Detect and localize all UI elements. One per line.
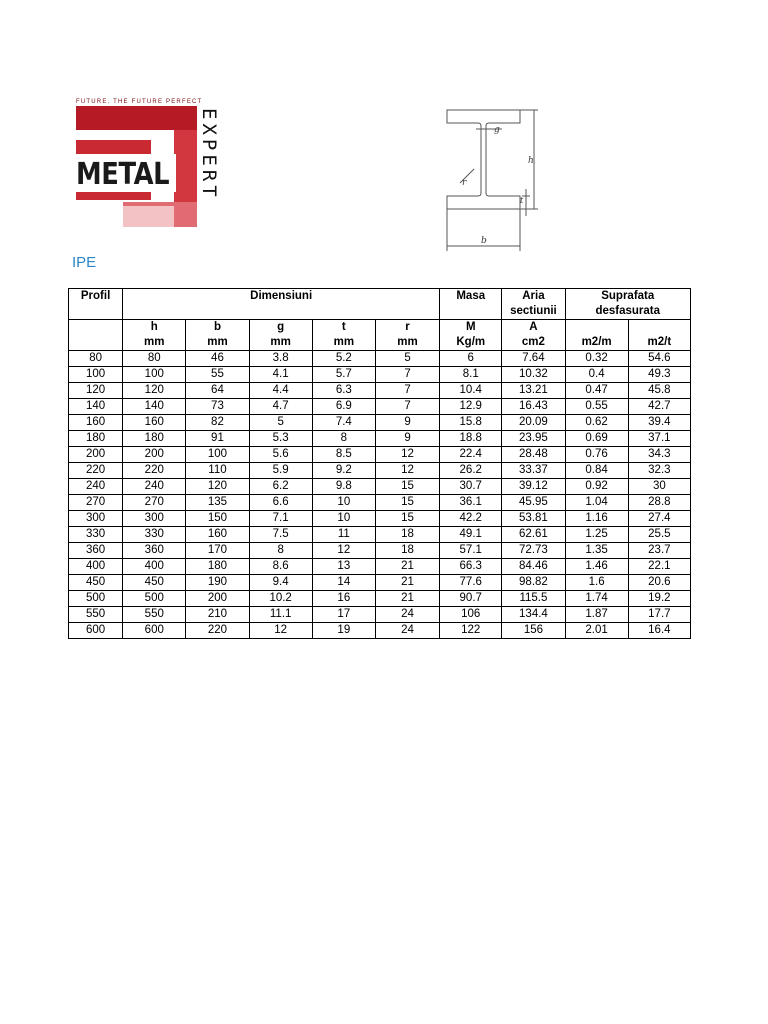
subheader-cell — [123, 320, 186, 351]
table-cell: 190 — [186, 575, 249, 591]
table-cell: 140 — [69, 399, 123, 415]
table-cell: 1.46 — [565, 559, 628, 575]
table-cell: 24 — [375, 607, 439, 623]
table-cell: 21 — [375, 559, 439, 575]
ipe-beam-diagram — [410, 105, 610, 260]
table-cell: 200 — [123, 447, 186, 463]
table-cell: 17 — [312, 607, 375, 623]
table-cell: 28.48 — [502, 447, 565, 463]
table-row — [69, 383, 691, 399]
subheader-symbol: g — [277, 321, 285, 333]
table-cell: 0.62 — [565, 415, 628, 431]
table-cell: 220 — [186, 623, 249, 639]
subheader-cell — [502, 320, 565, 351]
table-cell: 360 — [123, 543, 186, 559]
subheader-unit: m2/m — [581, 336, 612, 348]
section-title: IPE — [72, 254, 97, 271]
table-cell: 8 — [312, 431, 375, 447]
header-profil: Profil — [69, 289, 123, 320]
subheader-symbol: t — [341, 321, 346, 333]
table-cell: 26.2 — [440, 463, 502, 479]
subheader-unit: cm2 — [521, 336, 545, 348]
table-cell: 134.4 — [502, 607, 565, 623]
table-cell: 120 — [186, 479, 249, 495]
table-cell: 12 — [375, 463, 439, 479]
table-subheader-row — [69, 320, 691, 351]
table-row — [69, 431, 691, 447]
table-cell: 600 — [123, 623, 186, 639]
table-cell: 160 — [69, 415, 123, 431]
table-cell: 5 — [249, 415, 312, 431]
table-cell: 18 — [375, 527, 439, 543]
subheader-unit: mm — [270, 336, 291, 348]
table-cell: 0.92 — [565, 479, 628, 495]
table-cell: 135 — [186, 495, 249, 511]
table-cell: 10.32 — [502, 367, 565, 383]
table-cell: 106 — [440, 607, 502, 623]
subheader-cell — [565, 320, 628, 351]
table-cell: 98.82 — [502, 575, 565, 591]
table-row — [69, 495, 691, 511]
subheader-symbol: h — [150, 321, 158, 333]
table-cell: 5.2 — [312, 351, 375, 367]
table-cell: 220 — [69, 463, 123, 479]
table-cell: 16.43 — [502, 399, 565, 415]
logo-expert-label: EXPERT — [198, 108, 220, 201]
table-cell: 8.6 — [249, 559, 312, 575]
table-cell: 11.1 — [249, 607, 312, 623]
table-cell: 49.3 — [628, 367, 690, 383]
table-cell: 122 — [440, 623, 502, 639]
table-cell: 8 — [249, 543, 312, 559]
table-cell: 1.74 — [565, 591, 628, 607]
table-cell: 1.35 — [565, 543, 628, 559]
table-cell: 39.4 — [628, 415, 690, 431]
table-row — [69, 527, 691, 543]
table-cell: 330 — [69, 527, 123, 543]
table-cell: 11 — [312, 527, 375, 543]
table-row — [69, 575, 691, 591]
table-cell: 9 — [375, 431, 439, 447]
table-cell: 15 — [375, 495, 439, 511]
table-row — [69, 607, 691, 623]
table-cell: 200 — [186, 591, 249, 607]
table-row — [69, 463, 691, 479]
table-cell: 22.4 — [440, 447, 502, 463]
table-cell: 12.9 — [440, 399, 502, 415]
subheader-cell — [628, 320, 690, 351]
table-cell: 0.76 — [565, 447, 628, 463]
table-cell: 22.1 — [628, 559, 690, 575]
table-cell: 9.8 — [312, 479, 375, 495]
table-row — [69, 559, 691, 575]
table-cell: 10.2 — [249, 591, 312, 607]
table-cell: 5 — [375, 351, 439, 367]
table-cell: 42.2 — [440, 511, 502, 527]
table-cell: 220 — [123, 463, 186, 479]
subheader-cell — [375, 320, 439, 351]
table-cell: 115.5 — [502, 591, 565, 607]
logo-tagline: FUTURE. THE FUTURE PERFECT — [76, 99, 203, 105]
table-cell: 9.4 — [249, 575, 312, 591]
subheader-unit: Kg/m — [456, 336, 486, 348]
table-cell: 84.46 — [502, 559, 565, 575]
table-cell: 0.32 — [565, 351, 628, 367]
label-r: r — [462, 178, 467, 188]
label-b: b — [481, 236, 487, 246]
table-cell: 600 — [69, 623, 123, 639]
table-cell: 30.7 — [440, 479, 502, 495]
table-row — [69, 591, 691, 607]
table-cell: 16.4 — [628, 623, 690, 639]
table-cell: 210 — [186, 607, 249, 623]
subheader-unit: mm — [333, 336, 355, 348]
table-cell: 18 — [375, 543, 439, 559]
table-cell: 45.95 — [502, 495, 565, 511]
table-cell: 0.55 — [565, 399, 628, 415]
table-cell: 10 — [312, 495, 375, 511]
table-cell: 300 — [69, 511, 123, 527]
table-cell: 34.3 — [628, 447, 690, 463]
table-cell: 42.7 — [628, 399, 690, 415]
logo-brand-text: METAL — [76, 157, 170, 192]
table-cell: 0.69 — [565, 431, 628, 447]
table-row — [69, 415, 691, 431]
table-cell: 0.84 — [565, 463, 628, 479]
table-cell: 1.87 — [565, 607, 628, 623]
table-cell: 49.1 — [440, 527, 502, 543]
table-cell: 120 — [69, 383, 123, 399]
table-cell: 45.8 — [628, 383, 690, 399]
table-cell: 6.3 — [312, 383, 375, 399]
table-cell: 54.6 — [628, 351, 690, 367]
table-header-row — [69, 289, 691, 320]
subheader-cell — [186, 320, 249, 351]
table-cell: 100 — [186, 447, 249, 463]
table-cell: 7 — [375, 383, 439, 399]
table-cell: 80 — [123, 351, 186, 367]
table-cell: 7.64 — [502, 351, 565, 367]
table-cell: 6.2 — [249, 479, 312, 495]
table-cell: 170 — [186, 543, 249, 559]
table-cell: 19 — [312, 623, 375, 639]
table-row — [69, 399, 691, 415]
table-cell: 23.7 — [628, 543, 690, 559]
table-cell: 450 — [69, 575, 123, 591]
table-cell: 180 — [123, 431, 186, 447]
label-h: h — [528, 156, 534, 166]
table-row — [69, 479, 691, 495]
table-cell: 14 — [312, 575, 375, 591]
subheader-symbol: r — [405, 321, 410, 333]
table-cell: 1.16 — [565, 511, 628, 527]
table-cell: 13.21 — [502, 383, 565, 399]
header-suprafata-line1: Suprafata — [601, 290, 655, 302]
table-cell: 13 — [312, 559, 375, 575]
table-cell: 27.4 — [628, 511, 690, 527]
table-cell: 1.04 — [565, 495, 628, 511]
table-cell: 180 — [186, 559, 249, 575]
table-cell: 9 — [375, 415, 439, 431]
table-cell: 2.01 — [565, 623, 628, 639]
subheader-unit: mm — [144, 336, 165, 348]
table-cell: 12 — [375, 447, 439, 463]
table-cell: 5.6 — [249, 447, 312, 463]
table-cell: 140 — [123, 399, 186, 415]
table-row — [69, 543, 691, 559]
table-cell: 400 — [123, 559, 186, 575]
table-cell: 72.73 — [502, 543, 565, 559]
table-cell: 150 — [186, 511, 249, 527]
table-cell: 28.8 — [628, 495, 690, 511]
table-cell: 66.3 — [440, 559, 502, 575]
table-cell: 110 — [186, 463, 249, 479]
header-masa: Masa — [440, 289, 502, 320]
ipe-profile-table — [68, 288, 691, 639]
table-cell: 156 — [502, 623, 565, 639]
table-cell: 80 — [69, 351, 123, 367]
table-cell: 37.1 — [628, 431, 690, 447]
table-cell: 91 — [186, 431, 249, 447]
header-aria-line1: Aria — [522, 290, 545, 302]
label-g: g — [494, 125, 500, 135]
table-cell: 10.4 — [440, 383, 502, 399]
table-cell: 450 — [123, 575, 186, 591]
table-cell: 55 — [186, 367, 249, 383]
subheader-symbol: A — [529, 321, 538, 333]
table-cell: 7.5 — [249, 527, 312, 543]
table-cell: 39.12 — [502, 479, 565, 495]
table-cell: 180 — [69, 431, 123, 447]
table-cell: 12 — [312, 543, 375, 559]
logo-side-text-graphic — [198, 108, 224, 232]
table-cell: 3.8 — [249, 351, 312, 367]
table-row — [69, 367, 691, 383]
table-cell: 200 — [69, 447, 123, 463]
table-cell: 5.7 — [312, 367, 375, 383]
table-cell: 4.7 — [249, 399, 312, 415]
table-cell: 30 — [628, 479, 690, 495]
table-cell: 300 — [123, 511, 186, 527]
table-row — [69, 511, 691, 527]
table-cell: 0.47 — [565, 383, 628, 399]
table-cell: 53.81 — [502, 511, 565, 527]
header-suprafata-line2: desfasurata — [595, 305, 661, 317]
table-cell: 10 — [312, 511, 375, 527]
table-cell: 6 — [440, 351, 502, 367]
table-cell: 500 — [69, 591, 123, 607]
table-cell: 90.7 — [440, 591, 502, 607]
table-cell: 6.9 — [312, 399, 375, 415]
table-cell: 160 — [186, 527, 249, 543]
table-cell: 21 — [375, 591, 439, 607]
table-cell: 1.25 — [565, 527, 628, 543]
table-row — [69, 623, 691, 639]
table-cell: 270 — [69, 495, 123, 511]
table-cell: 8.1 — [440, 367, 502, 383]
table-cell: 57.1 — [440, 543, 502, 559]
table-cell: 33.37 — [502, 463, 565, 479]
table-cell: 15 — [375, 511, 439, 527]
table-cell: 16 — [312, 591, 375, 607]
table-cell: 62.61 — [502, 527, 565, 543]
table-cell: 24 — [375, 623, 439, 639]
header-suprafata — [565, 289, 690, 320]
table-cell: 20.6 — [628, 575, 690, 591]
table-cell: 7 — [375, 367, 439, 383]
table-cell: 240 — [69, 479, 123, 495]
table-cell: 5.9 — [249, 463, 312, 479]
table-cell: 240 — [123, 479, 186, 495]
table-cell: 25.5 — [628, 527, 690, 543]
table-row — [69, 447, 691, 463]
table-cell: 330 — [123, 527, 186, 543]
table-body — [69, 351, 691, 639]
table-cell: 18.8 — [440, 431, 502, 447]
subheader-cell — [249, 320, 312, 351]
table-cell: 36.1 — [440, 495, 502, 511]
table-cell: 550 — [69, 607, 123, 623]
subheader-symbol: M — [465, 321, 476, 333]
header-dimensiuni: Dimensiuni — [123, 289, 440, 320]
table-cell: 6.6 — [249, 495, 312, 511]
table-cell: 32.3 — [628, 463, 690, 479]
table-cell: 550 — [123, 607, 186, 623]
table-cell: 15 — [375, 479, 439, 495]
table-cell: 400 — [69, 559, 123, 575]
subheader-unit: m2/t — [647, 336, 672, 348]
table-cell: 73 — [186, 399, 249, 415]
table-cell: 12 — [249, 623, 312, 639]
table-cell: 20.09 — [502, 415, 565, 431]
table-cell: 23.95 — [502, 431, 565, 447]
table-cell: 5.3 — [249, 431, 312, 447]
table-cell: 7 — [375, 399, 439, 415]
table-cell: 120 — [123, 383, 186, 399]
label-t: t — [520, 196, 524, 205]
table-cell: 160 — [123, 415, 186, 431]
table-cell: 1.6 — [565, 575, 628, 591]
table-cell: 4.1 — [249, 367, 312, 383]
table-cell: 64 — [186, 383, 249, 399]
table-cell: 46 — [186, 351, 249, 367]
subheader-symbol: b — [213, 321, 221, 333]
table-cell: 8.5 — [312, 447, 375, 463]
header-aria-line2: sectiunii — [510, 305, 557, 317]
subheader-empty — [69, 320, 123, 351]
table-cell: 7.1 — [249, 511, 312, 527]
table-cell: 7.4 — [312, 415, 375, 431]
table-row — [69, 351, 691, 367]
subheader-cell — [440, 320, 502, 351]
table-cell: 77.6 — [440, 575, 502, 591]
subheader-cell — [312, 320, 375, 351]
subheader-unit: mm — [207, 336, 228, 348]
table-cell: 15.8 — [440, 415, 502, 431]
table-cell: 500 — [123, 591, 186, 607]
table-cell: 21 — [375, 575, 439, 591]
table-cell: 17.7 — [628, 607, 690, 623]
table-cell: 82 — [186, 415, 249, 431]
table-cell: 19.2 — [628, 591, 690, 607]
table-cell: 9.2 — [312, 463, 375, 479]
table-cell: 0.4 — [565, 367, 628, 383]
table-cell: 4.4 — [249, 383, 312, 399]
header-aria — [502, 289, 565, 320]
subheader-unit: mm — [397, 336, 418, 348]
table-cell: 270 — [123, 495, 186, 511]
table-cell: 360 — [69, 543, 123, 559]
table-cell: 100 — [123, 367, 186, 383]
table-cell: 100 — [69, 367, 123, 383]
